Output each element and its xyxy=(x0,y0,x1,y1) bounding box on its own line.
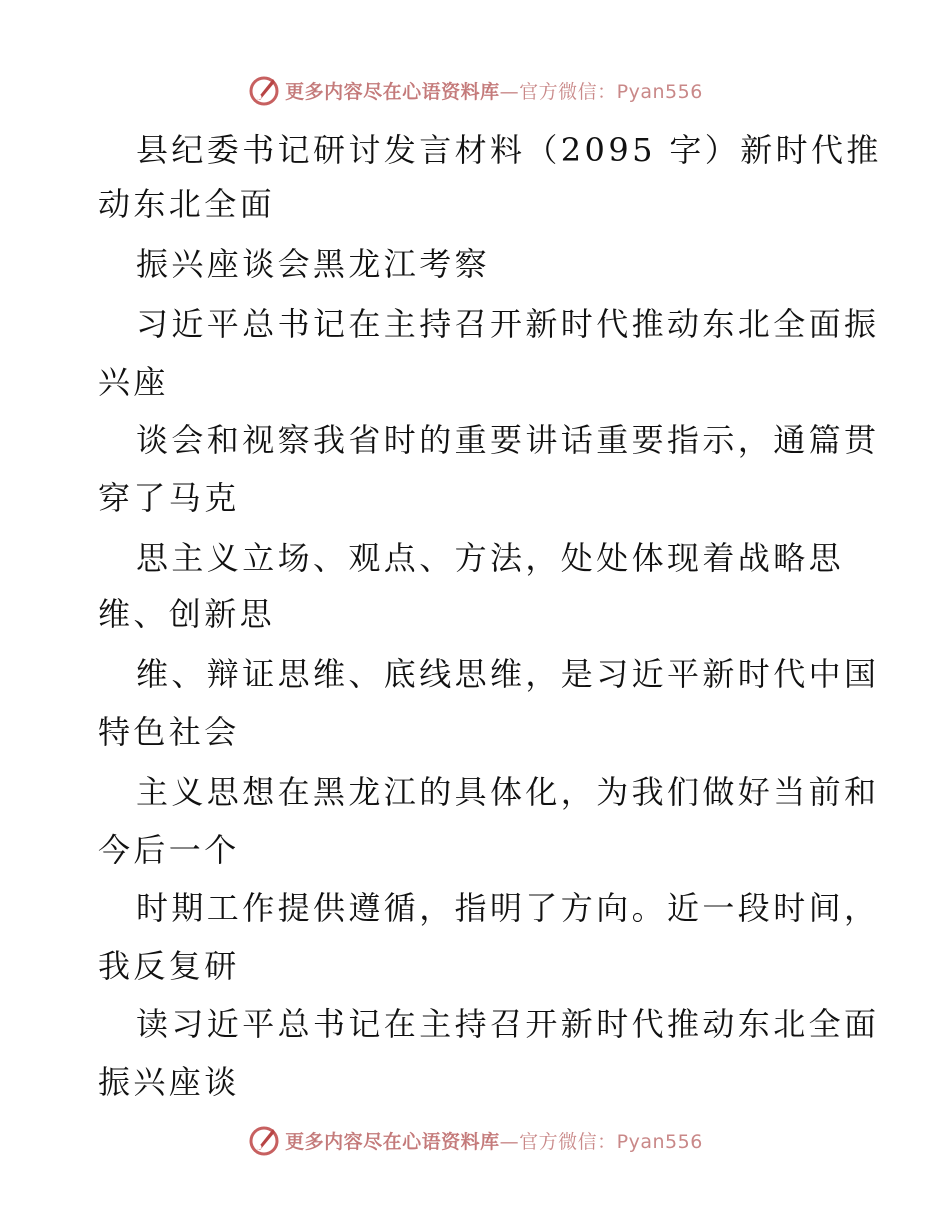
document-line: 穿了马克 xyxy=(98,479,240,517)
document-line: 维、辩证思维、底线思维，是习近平新时代中国 xyxy=(136,655,880,693)
document-line: 谈会和视察我省时的重要讲话重要指示，通篇贯 xyxy=(136,421,880,459)
document-line: 我反复研 xyxy=(98,947,240,985)
document-line: 思主义立场、观点、方法，处处体现着战略思 xyxy=(136,539,845,577)
document-line: 县纪委书记研讨发言材料（2095 字）新时代推 xyxy=(136,131,882,169)
watermark-footer xyxy=(0,1120,950,1160)
document-line: 习近平总书记在主持召开新时代推动东北全面振 xyxy=(136,305,880,343)
document-line: 兴座 xyxy=(98,363,169,401)
quill-logo-icon xyxy=(247,73,281,107)
document-line: 振兴座谈会黑龙江考察 xyxy=(136,245,491,283)
document-line: 特色社会 xyxy=(98,713,240,751)
watermark-text: 更多内容尽在心语资料库—官方微信：Pyan556 xyxy=(285,1130,703,1153)
quill-logo-icon xyxy=(247,1123,281,1157)
document-line: 时期工作提供遵循，指明了方向。近一段时间， xyxy=(136,889,880,927)
document-line: 动东北全面 xyxy=(98,185,276,223)
document-line: 维、创新思 xyxy=(98,595,276,633)
document-line: 主义思想在黑龙江的具体化，为我们做好当前和 xyxy=(136,773,880,811)
watermark-header xyxy=(0,70,950,110)
watermark-text: 更多内容尽在心语资料库—官方微信：Pyan556 xyxy=(285,80,703,103)
document-line: 读习近平总书记在主持召开新时代推动东北全面 xyxy=(136,1005,880,1043)
document-line: 振兴座谈 xyxy=(98,1063,240,1101)
document-line: 今后一个 xyxy=(98,831,240,869)
